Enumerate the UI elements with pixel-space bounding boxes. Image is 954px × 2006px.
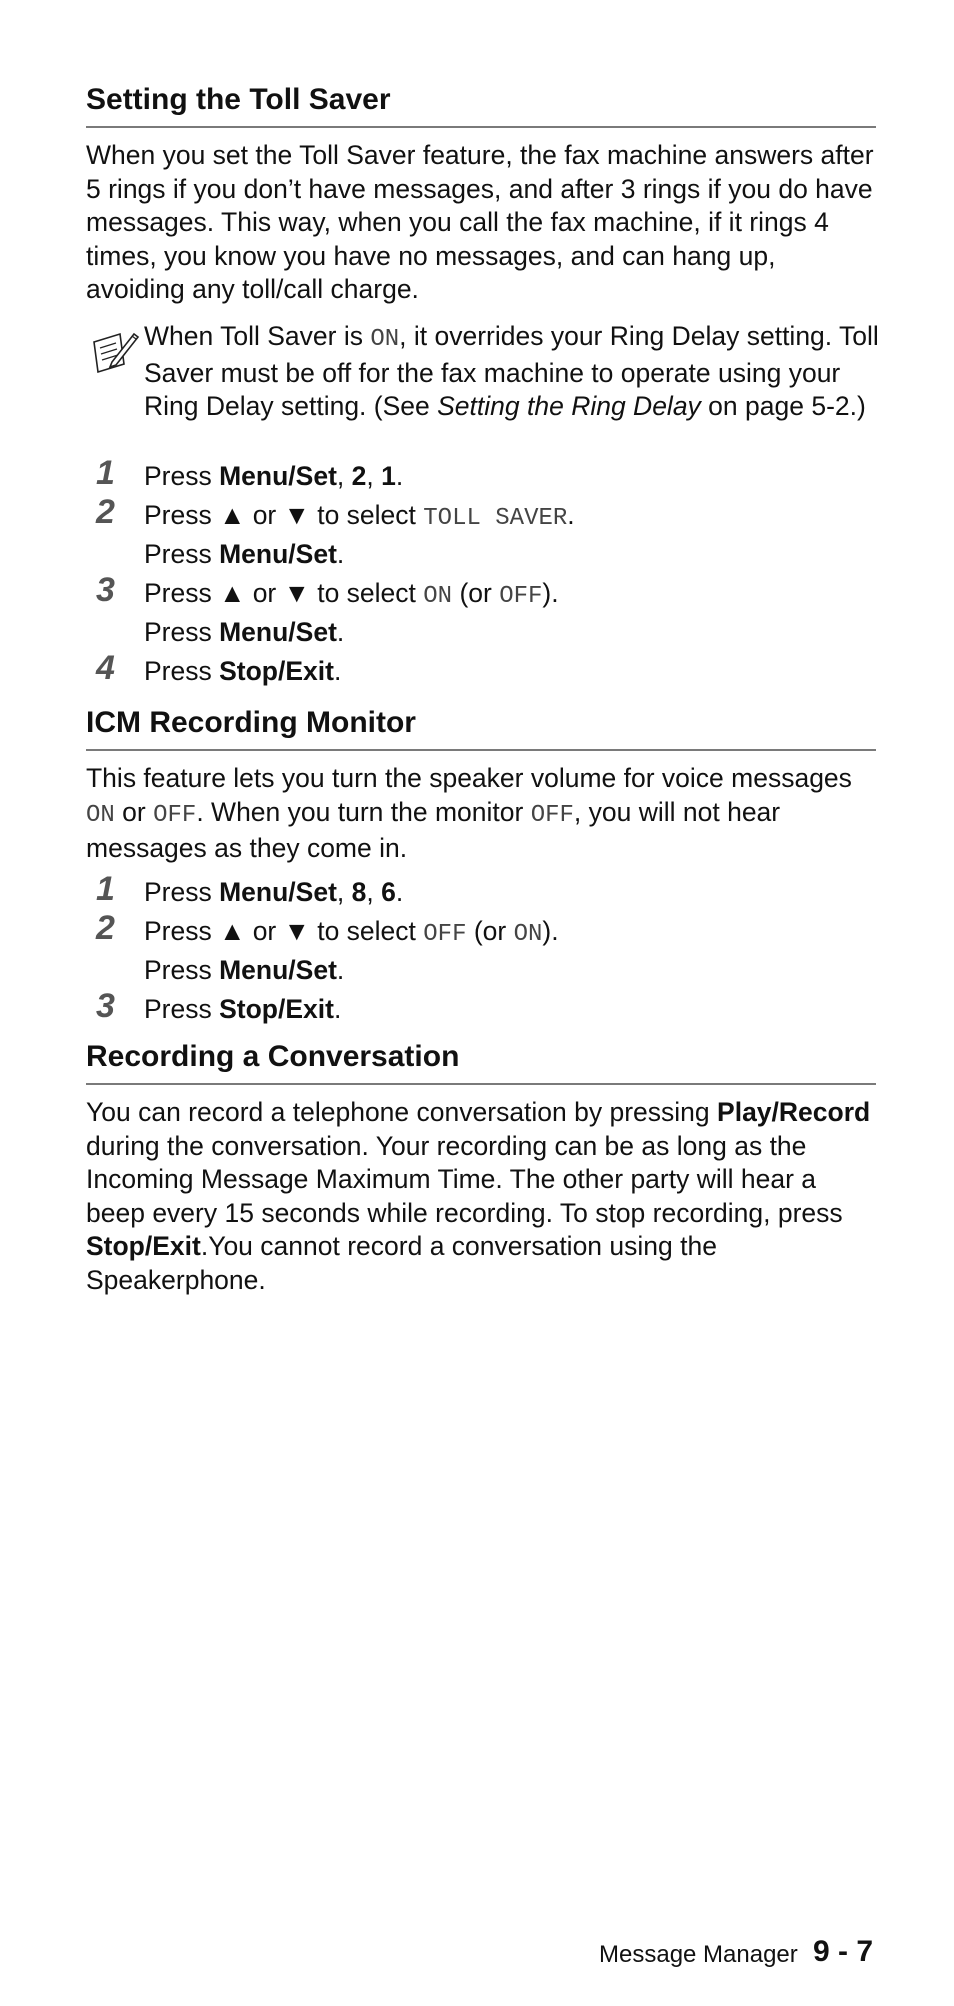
icm-intro: This feature lets you turn the speaker volume for voice messages ON or OFF. When you turn the monitor OFF, you will not hear messages as they come in. [86, 763, 852, 863]
section-title-toll-saver: Setting the Toll Saver [86, 82, 876, 128]
note-pencil-icon [90, 328, 142, 374]
toll-saver-intro: When you set the Toll Saver feature, the fax machine answers after 5 rings if you don’t have messages, and after 3 rings if you do have messages. This way, when you call the fax machine, if it rings 4 times, you know you have no messages, and can hang up, avoiding any toll/call charge. [86, 140, 874, 304]
recording-text: You can record a telephone conversation by pressing Play/Record during the conversation. Your recording can be as long as the Incoming Message Maximum Time. The other party will hear a beep every 15 seconds while recording. To stop recording, press Stop/Exit.You cannot record a conversation using the Speakerphone. [86, 1097, 871, 1295]
toll-step-3-confirm: Press Menu/Set. [144, 617, 345, 647]
toll-step-2: 2 Press ▲ or ▼ to select TOLL SAVER. [96, 493, 575, 532]
note-text: When Toll Saver is ON, it overrides your Ring Delay setting. Toll Saver must be off for the fax machine to operate using your Ring Delay setting. (See Setting the Ring Delay on page 5-2.) [144, 321, 879, 421]
note-box [90, 320, 880, 455]
toll-step-3: 3 Press ▲ or ▼ to select ON (or OFF). [96, 571, 559, 610]
section-title-icm: ICM Recording Monitor [86, 705, 876, 751]
section-title-recording: Recording a Conversation [86, 1039, 876, 1085]
footer-chapter-label: Message Manager [599, 1941, 798, 1968]
toll-step-4: 4 Press Stop/Exit. [96, 649, 342, 687]
toll-step-2-confirm: Press Menu/Set. [144, 539, 345, 569]
icm-step-1: 1 Press Menu/Set, 8, 6. [96, 870, 404, 908]
icm-step-2: 2 Press ▲ or ▼ to select OFF (or ON). [96, 909, 559, 948]
icm-step-3: 3 Press Stop/Exit. [96, 987, 342, 1025]
toll-step-1: 1 Press Menu/Set, 2, 1. [96, 454, 404, 492]
footer-page-number: 9 - 7 [813, 1935, 874, 1968]
icm-step-2-confirm: Press Menu/Set. [144, 955, 345, 985]
